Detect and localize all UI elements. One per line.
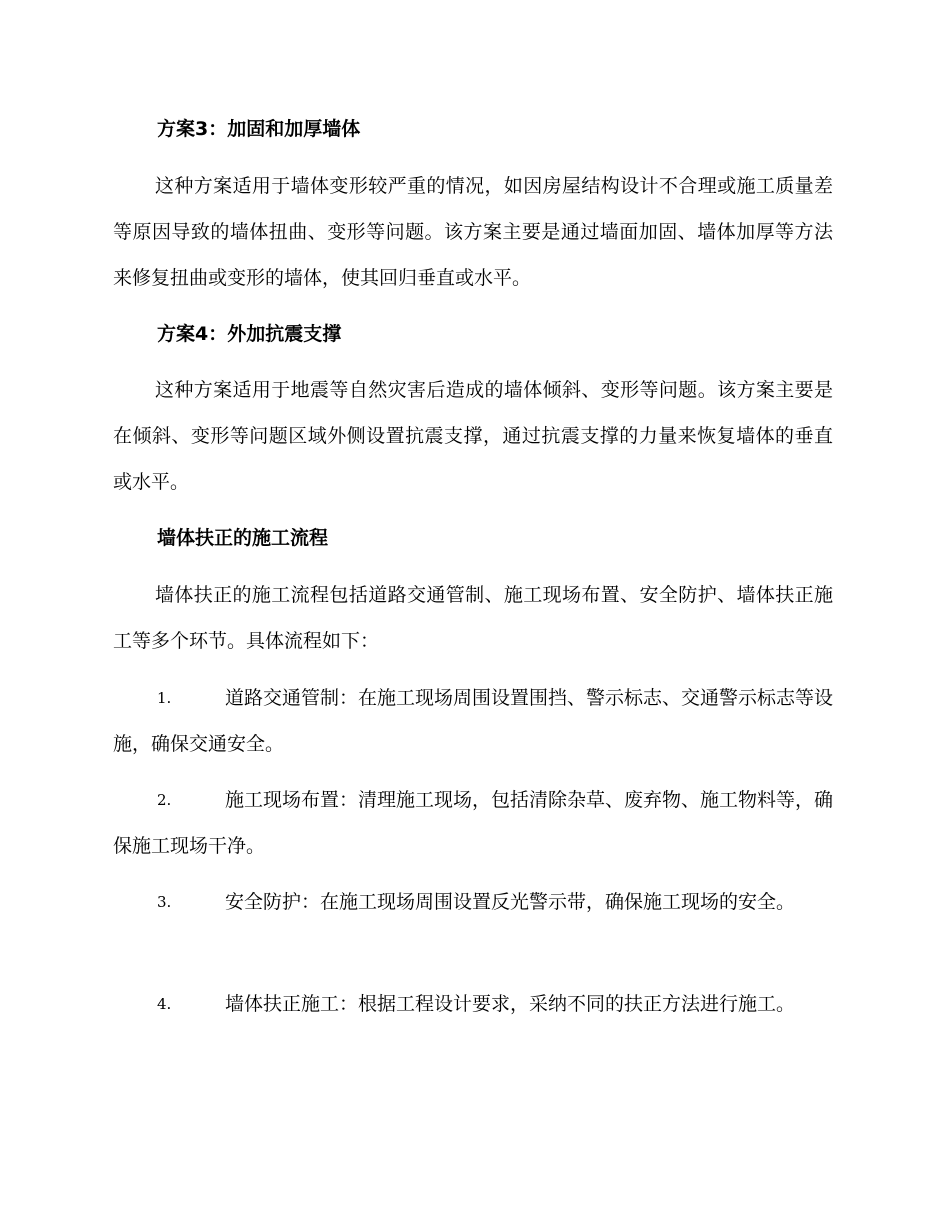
plan4-paragraph: 这种方案适用于地震等自然灾害后造成的墙体倾斜、变形等问题。该方案主要是在倾斜、变形等问题区域外侧设置抗震支撑，通过抗震支撑的力量来恢复墙体的垂直或水平。 bbox=[113, 379, 833, 493]
plan3-paragraph: 这种方案适用于墙体变形较严重的情况，如因房屋结构设计不合理或施工质量差等原因导致的墙体扭曲、变形等问题。该方案主要是通过墙面加固、墙体加厚等方法来修复扭曲或变形的墙体，使其回归垂直或水平。 bbox=[113, 175, 833, 289]
list-text: 墙体扶正施工：根据工程设计要求，采纳不同的扶正方法进行施工。 bbox=[225, 993, 796, 1015]
list-item bbox=[113, 777, 833, 869]
list-number: 4. bbox=[157, 995, 172, 1013]
plan3-heading: 方案3：加固和加厚墙体 bbox=[157, 118, 361, 140]
list-number: 3. bbox=[157, 893, 172, 911]
plan4-heading: 方案4：外加抗震支撑 bbox=[157, 323, 342, 345]
list-item bbox=[113, 675, 833, 767]
list-item bbox=[113, 981, 833, 1027]
process-heading: 墙体扶正的施工流程 bbox=[157, 527, 329, 549]
list-item bbox=[113, 879, 833, 925]
process-intro-paragraph: 墙体扶正的施工流程包括道路交通管制、施工现场布置、安全防护、墙体扶正施工等多个环节。具体流程如下： bbox=[113, 584, 833, 652]
list-number: 1. bbox=[157, 689, 172, 707]
list-text: 安全防护：在施工现场周围设置反光警示带，确保施工现场的安全。 bbox=[225, 891, 796, 913]
list-text: 道路交通管制：在施工现场周围设置围挡、警示标志、交通警示标志等设施，确保交通安全。 bbox=[113, 687, 834, 755]
list-text: 施工现场布置：清理施工现场，包括清除杂草、废弃物、施工物料等，确保施工现场干净。 bbox=[113, 789, 834, 857]
list-number: 2. bbox=[157, 791, 172, 809]
